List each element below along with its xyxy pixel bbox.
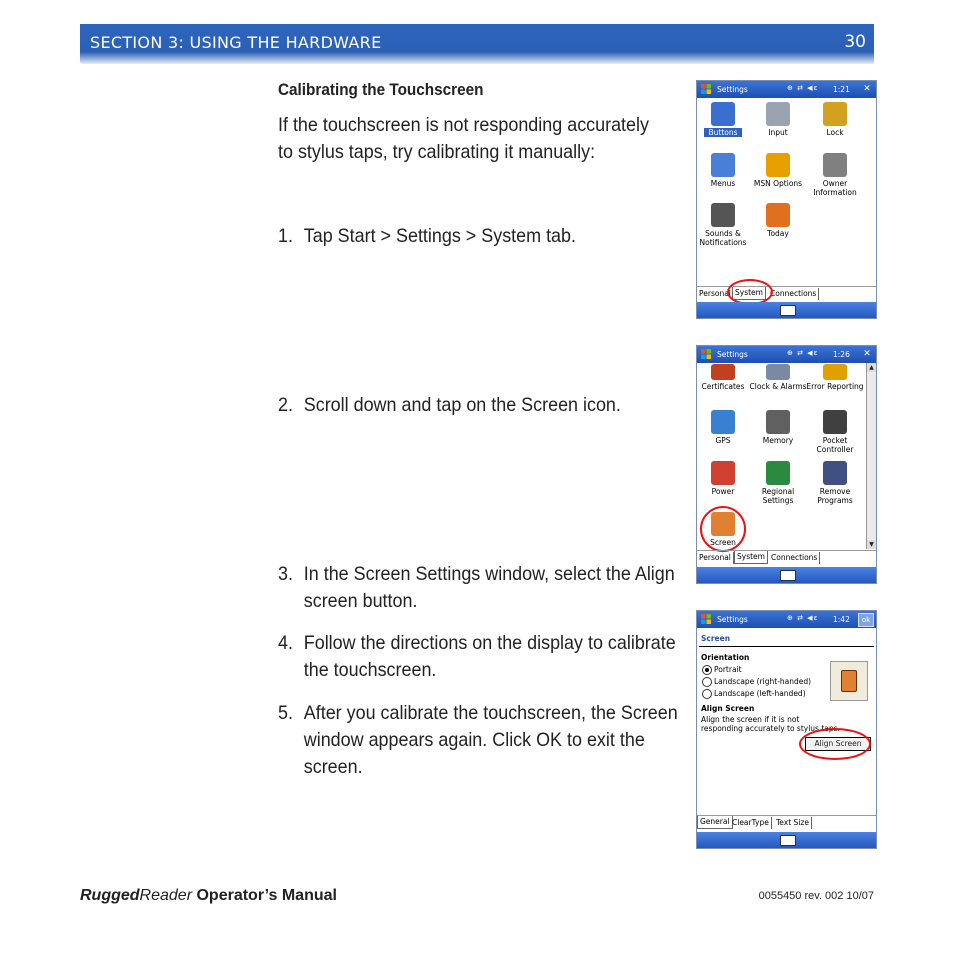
highlight-circle (799, 728, 871, 760)
settings-item-label: Screen (710, 538, 736, 547)
close-icon[interactable]: ✕ (863, 84, 871, 94)
step-number: 5. (278, 702, 293, 724)
settings-item-regional-settings[interactable] (749, 461, 807, 505)
settings-item-label: Remove Programs (817, 487, 853, 505)
settings-item-memory[interactable] (749, 410, 807, 445)
clock-icon (766, 364, 790, 380)
pda-menu-bar (697, 567, 876, 583)
settings-item-owner-information[interactable] (806, 153, 864, 197)
settings-item-label: Power (711, 487, 735, 496)
step-number: 2. (278, 394, 293, 416)
settings-item-label: Pocket Controller (816, 436, 854, 454)
clock-time: 1:42 (833, 615, 850, 624)
pda-screenshot-personal (696, 80, 877, 319)
option-landscape-right: Landscape (right-handed) (714, 677, 812, 686)
settings-item-label: MSN Options (753, 179, 803, 188)
tab-general[interactable]: General (697, 816, 733, 829)
settings-item-gps[interactable] (696, 410, 752, 445)
settings-item-remove-programs[interactable] (806, 461, 864, 505)
pda-screenshot-screen-settings (696, 610, 877, 849)
step-number: 3. (278, 563, 293, 585)
intro-paragraph: If the touchscreen is not responding accurately to stylus taps, try calibrating it manually: (278, 114, 649, 163)
pda-title: Settings (717, 350, 748, 359)
clock-time: 1:26 (833, 350, 850, 359)
align-screen-label: Align Screen (701, 704, 755, 713)
tab-system[interactable]: System (732, 287, 766, 300)
settings-item-menus[interactable] (696, 153, 752, 188)
step-text: Follow the directions on the display to calibrate the touchscreen. (303, 632, 676, 681)
speaker-icon (711, 203, 735, 227)
settings-item-certificates[interactable] (696, 364, 752, 391)
settings-item-buttons[interactable] (696, 102, 752, 137)
globe-icon (766, 461, 790, 485)
keyboard-icon[interactable] (780, 835, 796, 846)
settings-item-pocket-controller[interactable] (806, 410, 864, 454)
clock-house-icon (766, 203, 790, 227)
step-text: Scroll down and tap on the Screen icon. (303, 394, 621, 416)
settings-item-label: Regional Settings (761, 487, 795, 505)
certificate-icon (711, 364, 735, 380)
section-header (80, 24, 874, 64)
radio-landscape-left[interactable] (702, 689, 712, 699)
remove-programs-icon (823, 461, 847, 485)
orientation-preview-icon (830, 661, 868, 701)
settings-item-msn-options[interactable] (749, 153, 807, 188)
windows-flag-icon[interactable] (700, 613, 712, 625)
close-icon[interactable]: ✕ (863, 349, 871, 359)
step-number: 1. (278, 225, 293, 247)
radio-landscape-right[interactable] (702, 677, 712, 687)
section-title: SECTION 3: USING THE HARDWARE (90, 33, 382, 52)
screen-section-title: Screen (701, 634, 731, 643)
pda-tab-bar (697, 815, 876, 830)
pda-titlebar (697, 611, 876, 628)
settings-item-clock-alarms[interactable] (749, 364, 807, 391)
step-text: After you calibrate the touchscreen, the Screen window appears again. Click OK to exit the screen. (303, 702, 678, 778)
keys-icon (823, 102, 847, 126)
settings-item-label: Error Reporting (806, 382, 864, 391)
buttons-icon (711, 102, 735, 126)
pda-tab-bar (697, 286, 876, 301)
doc-number: 0055450 rev. 002 10/07 (758, 890, 874, 902)
tab-system[interactable]: System (734, 551, 768, 564)
pda-screenshot-system (696, 345, 877, 584)
tab-personal[interactable]: Personal (697, 288, 734, 300)
scroll-down-icon[interactable]: ▼ (867, 540, 876, 549)
step-number: 4. (278, 632, 293, 654)
settings-item-today[interactable] (749, 203, 807, 238)
page-number: 30 (844, 32, 866, 52)
pda-menu-bar (697, 832, 876, 848)
align-screen-button[interactable]: Align Screen (805, 737, 871, 751)
settings-item-sounds[interactable] (696, 203, 752, 247)
pda-title: Settings (717, 615, 748, 624)
option-landscape-left: Landscape (left-handed) (714, 689, 806, 698)
settings-item-label: Memory (762, 436, 794, 445)
step-text: In the Screen Settings window, select the Align screen button. (303, 563, 675, 612)
gps-icon (711, 410, 735, 434)
memory-icon (766, 410, 790, 434)
settings-item-input[interactable] (749, 102, 807, 137)
tab-text-size[interactable]: Text Size (774, 817, 812, 829)
menus-icon (711, 153, 735, 177)
settings-item-label: Input (768, 128, 788, 137)
footer-manual-title (80, 887, 337, 905)
pda-titlebar (697, 81, 876, 98)
device-check-icon (823, 410, 847, 434)
settings-item-label: Sounds & Notifications (699, 229, 747, 247)
keyboard-icon[interactable] (780, 570, 796, 581)
radio-portrait[interactable] (702, 665, 712, 675)
pda-tab-bar (697, 550, 876, 565)
manual-label: Operator’s Manual (196, 887, 337, 904)
warning-icon (823, 364, 847, 380)
settings-item-label: GPS (715, 436, 731, 445)
settings-item-error-reporting[interactable] (806, 364, 864, 391)
tab-connections[interactable]: Connections (769, 552, 820, 564)
settings-item-label: Certificates (701, 382, 745, 391)
person-icon (823, 153, 847, 177)
keyboard-icon (766, 102, 790, 126)
orientation-label: Orientation (701, 653, 750, 662)
step-text: Tap Start > Settings > System tab. (303, 225, 576, 247)
settings-item-label: Menus (710, 179, 736, 188)
settings-item-label: Clock & Alarms (749, 382, 807, 391)
status-icons: ⊕ ⇄ ◀ε (787, 349, 819, 357)
settings-item-power[interactable] (696, 461, 752, 496)
status-icons: ⊕ ⇄ ◀ε (787, 614, 819, 622)
align-screen-description: Align the screen if it is not responding accurately to stylus taps. (701, 715, 840, 733)
windows-flag-icon[interactable] (700, 348, 712, 360)
keyboard-icon[interactable] (780, 305, 796, 316)
settings-item-lock[interactable] (806, 102, 864, 137)
ok-button[interactable]: ok (858, 613, 874, 627)
tab-connections[interactable]: Connections (768, 288, 819, 300)
highlight-circle (700, 506, 746, 552)
section-heading: Calibrating the Touchscreen (278, 80, 484, 99)
tab-cleartype[interactable]: ClearType (730, 817, 772, 829)
brand-reader: Reader (139, 887, 193, 904)
windows-flag-icon[interactable] (700, 83, 712, 95)
settings-item-label: Today (767, 229, 789, 238)
option-portrait: Portrait (714, 665, 742, 674)
scroll-up-icon[interactable]: ▲ (867, 363, 876, 372)
vertical-scrollbar[interactable] (866, 363, 876, 549)
settings-item-label: Buttons (704, 128, 742, 137)
msn-butterfly-icon (766, 153, 790, 177)
settings-item-label: Lock (826, 128, 844, 137)
clock-time: 1:21 (833, 85, 850, 94)
power-icon (711, 461, 735, 485)
brand-rugged: Rugged (80, 887, 140, 904)
tab-personal[interactable]: Personal (697, 552, 734, 564)
settings-item-label: Owner Information (813, 179, 857, 197)
pda-titlebar (697, 346, 876, 363)
divider (699, 646, 874, 647)
status-icons: ⊕ ⇄ ◀ε (787, 84, 819, 92)
pda-menu-bar (697, 302, 876, 318)
pda-title: Settings (717, 85, 748, 94)
